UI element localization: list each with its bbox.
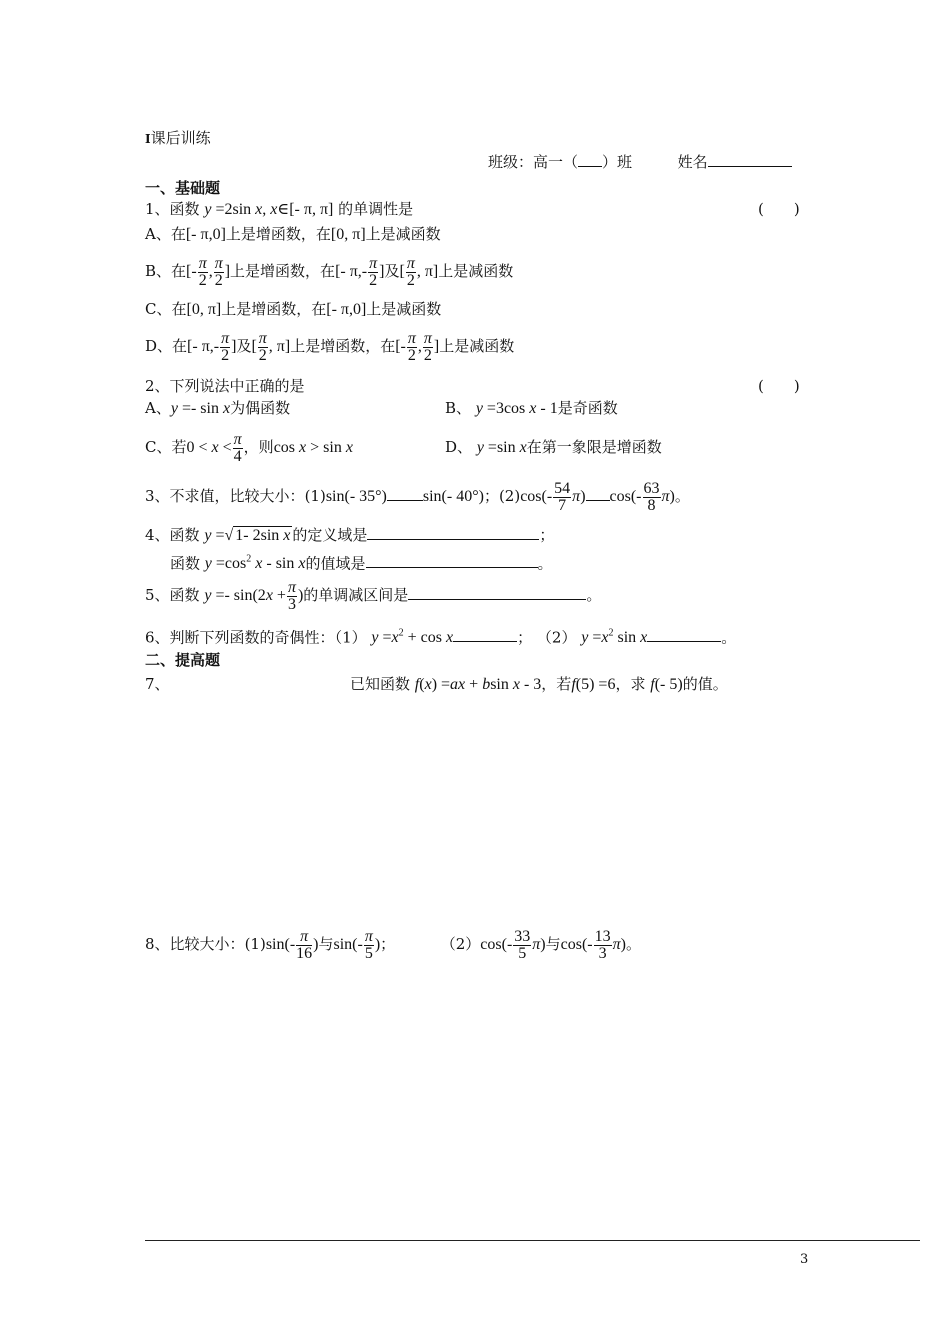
- q7-number: 7、: [145, 675, 170, 693]
- q6-blank-1[interactable]: [453, 627, 517, 642]
- q2-option-a[interactable]: A、y =- sin x为偶函数: [145, 399, 291, 417]
- name-blank[interactable]: [708, 152, 792, 167]
- q2-stem: 2、下列说法中正确的是: [145, 377, 305, 395]
- q3-blank-1[interactable]: [387, 486, 423, 501]
- section-basic: 一、基础题: [145, 179, 221, 197]
- q4-line-1: 4、函数 y =√ 1- 2sin x 的定义域是 ；: [145, 526, 555, 544]
- q1-option-c[interactable]: C、在[0, π]上是增函数，在[- π,0]上是减函数: [145, 300, 442, 318]
- doc-title: I课后训练: [145, 129, 211, 147]
- q5: 5、函数 y =- sin(2x + $\frac{\pi}{3}$ )的单调减区间是 。: [145, 578, 602, 613]
- q1-answer-paren: ( ): [758, 200, 800, 218]
- q2-option-b[interactable]: B、 y =3cos x - 1是奇函数: [445, 399, 618, 417]
- q2-option-d[interactable]: D、 y =sin x在第一象限是增函数: [445, 438, 662, 456]
- q2-answer-paren: ( ): [758, 377, 800, 395]
- q1-option-b[interactable]: B、在[- $\frac{\pi}{2}$ , $\frac{\pi}{2}$ ]上是增函数，在[- π,- $\frac{\pi}{2}$ ]及[ $\frac{\pi}{2}$ , π]上是减函数: [145, 254, 514, 289]
- q7-stem: 已知函数 f(x) =ax + bsin x - 3，若f(5) =6，求 f(- 5)的值。: [350, 675, 728, 693]
- q4-line-2: 函数 $y =\cos^2$ x - sin x的值域是 。: [170, 554, 553, 573]
- q4-blank-domain[interactable]: [367, 525, 539, 540]
- footer-rule: [145, 1240, 920, 1241]
- q8: 8、比较大小：(1)sin(- $\frac{\pi}{16}$ )与sin(- $\frac{\pi}{5}$ )； （2）cos(- $\frac{33}{5}$ π)与cos(- $\frac{13}{3}$ π)。: [145, 927, 641, 962]
- page-number: 3: [800, 1252, 809, 1267]
- q4-blank-range[interactable]: [366, 553, 538, 568]
- q1-option-a[interactable]: A、在[- π,0]上是增函数，在[0, π]上是减函数: [145, 225, 441, 243]
- q6: 6、判断下列函数的奇偶性：（1） $y =x^2 + \cos x$ ； （2） $y =x^2$ sin x 。: [145, 628, 737, 647]
- q5-blank[interactable]: [408, 585, 586, 600]
- q1-option-d[interactable]: D、在[- π,- $\frac{\pi}{2}$ ]及[ $\frac{\pi}{2}$ , π]上是增函数，在[- $\frac{\pi}{2}$ , $\frac{\pi}{2}$ ]上是减函数: [145, 329, 515, 364]
- q3-blank-2[interactable]: [586, 486, 610, 501]
- q6-blank-2[interactable]: [647, 627, 721, 642]
- class-blank[interactable]: [578, 152, 602, 167]
- section-advanced: 二、提高题: [145, 651, 221, 669]
- q2-option-c[interactable]: C、若0 < x < $\frac{\pi}{4}$ ，则cos x > sin x: [145, 430, 353, 465]
- class-name-line: 班级：高一（ ）班 姓名: [488, 152, 792, 172]
- q1-stem: 1、函数 y =2sin x, x∈[- π, π] 的单调性是: [145, 200, 414, 218]
- q3: 3、不求值，比较大小：(1)sin(- 35°) sin(- 40°)；(2)cos(- $\frac{54}{7}$ π) cos(- $\frac{63}{8}$ π)。: [145, 479, 690, 514]
